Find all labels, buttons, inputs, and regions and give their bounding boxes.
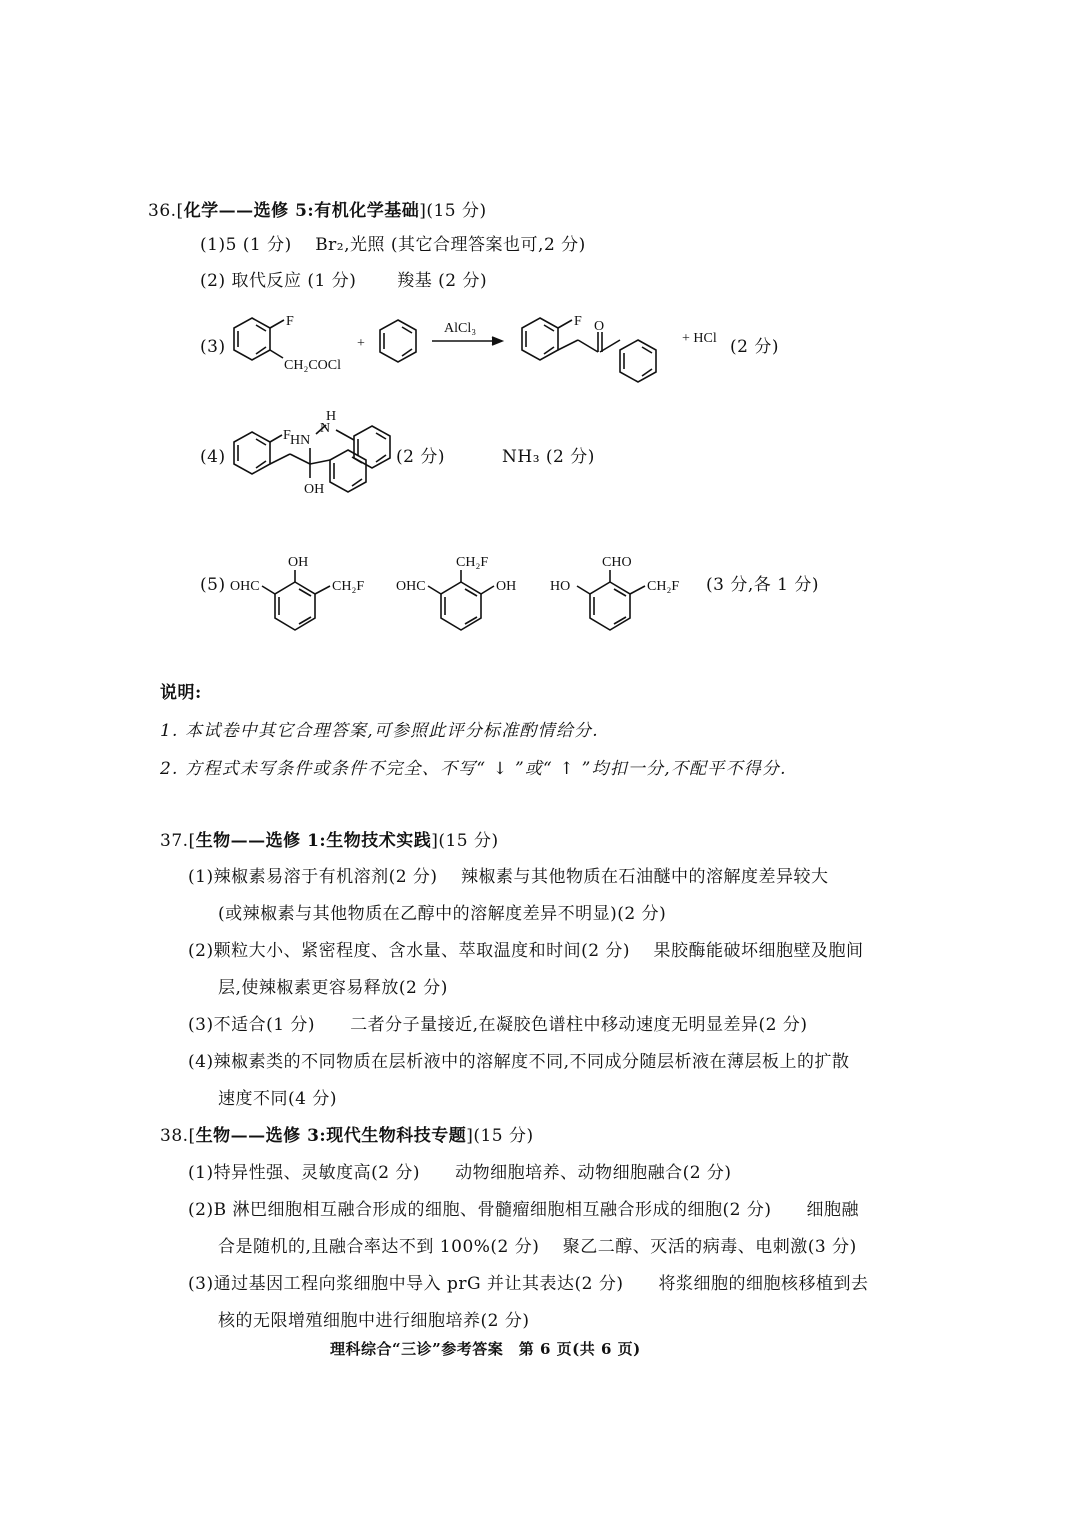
q36-header-bracket-open: [: [176, 201, 184, 221]
q37-header-bracket-close: ]: [431, 831, 439, 851]
q36-answer-4-score: (2 分): [396, 447, 445, 467]
q38-header-bracket-open: [: [188, 1126, 196, 1146]
q36-answer-2: (2) 取代反应 (1 分) 羧基 (2 分): [200, 271, 488, 291]
reaction-hcl-label: + HCl: [682, 331, 717, 346]
q36-isomers: [0, 0, 1080, 700]
q37-answer-4: (4)辣椒素类的不同物质在层析液中的溶解度不同,不同成分随层析液在薄层板上的扩散: [188, 1052, 850, 1072]
notes-item-2: 2. 方程式未写条件或条件不完全、不写“ ↓ ”或“ ↑ ”均扣一分,不配平不得分.: [160, 759, 787, 779]
q37-answer-1: (1)辣椒素易溶于有机溶剂(2 分) 辣椒素与其他物质在石油醚中的溶解度差异较大: [188, 867, 829, 887]
isomer-b-left-label: OHC: [396, 579, 426, 594]
isomer-b-top-label: CH₂F: [456, 555, 489, 570]
q37-header-score: (15 分): [438, 831, 499, 851]
q36-header-title: 化学——选修 5:有机化学基础: [183, 201, 420, 221]
hydrazine-h-label: H: [326, 409, 337, 424]
q36-header-score: (15 分): [426, 201, 487, 221]
q38-answer-3-cont: 核的无限增殖细胞中进行细胞培养(2 分): [218, 1311, 530, 1331]
q37-header-title: 生物——选修 1:生物技术实践: [195, 831, 432, 851]
page-footer: 理科综合“三诊”参考答案 第 6 页(共 6 页): [330, 1340, 641, 1358]
reactant1-f-label: F: [286, 314, 294, 329]
isomer-a-top-label: OH: [288, 555, 309, 570]
q36-answer-4-label: (4): [200, 447, 226, 467]
notes-item-1: 1. 本试卷中其它合理答案,可参照此评分标准酌情给分.: [160, 721, 599, 741]
q38-answer-1: (1)特异性强、灵敏度高(2 分) 动物细胞培养、动物细胞融合(2 分): [188, 1163, 732, 1183]
q38-header-bracket-close: ]: [466, 1126, 474, 1146]
reactant1-substituent-label: CH₂COCl: [284, 358, 342, 373]
q36-answer-3-label: (3): [200, 337, 226, 357]
isomer-b-right-label: OH: [496, 579, 517, 594]
notes-title: 说明:: [160, 683, 202, 703]
isomer-a: [230, 555, 364, 630]
isomer-c: [550, 555, 679, 630]
q36-answer-4-nh3: NH₃ (2 分): [502, 447, 595, 467]
q37-header: [160, 830, 499, 852]
q36-header-bracket-close: ]: [419, 201, 427, 221]
isomer-c-top-label: CHO: [602, 555, 632, 570]
q37-answer-2: (2)颗粒大小、紧密程度、含水量、萃取温度和时间(2 分) 果胶酶能破坏细胞壁及胞间: [188, 941, 864, 961]
isomer-c-left-label: HO: [550, 579, 571, 594]
q38-answer-2: (2)B 淋巴细胞相互融合形成的细胞、骨髓瘤细胞相互融合形成的细胞(2 分) 细胞融: [188, 1200, 859, 1220]
q36-answer-5-score: (3 分,各 1 分): [706, 575, 820, 595]
q38-header: [160, 1125, 534, 1147]
reaction-plus-sign: +: [357, 336, 365, 351]
product-f-label: F: [574, 314, 582, 329]
q38-answer-3: (3)通过基因工程向浆细胞中导入 prG 并让其表达(2 分) 将浆细胞的细胞核移植到去: [188, 1274, 869, 1294]
isomer-b: [396, 555, 516, 630]
hydrazine-n-label: N: [320, 421, 331, 436]
q37-answer-4-cont: 速度不同(4 分): [218, 1089, 337, 1109]
q37-answer-1-cont: (或辣椒素与其他物质在乙醇中的溶解度差异不明显)(2 分): [218, 904, 667, 924]
reaction-reagent-label: AlCl₃: [444, 321, 477, 336]
q37-answer-3: (3)不适合(1 分) 二者分子量接近,在凝胶色谱柱中移动速度无明显差异(2 分): [188, 1015, 808, 1035]
isomer-a-right-label: CH₂F: [332, 579, 365, 594]
q38-header-title: 生物——选修 3:现代生物科技专题: [195, 1126, 467, 1146]
product-o-label: O: [594, 319, 605, 334]
hydrazine-f-label: F: [283, 428, 291, 443]
q36-answer-5-label: (5): [200, 575, 226, 595]
q38-header-score: (15 分): [473, 1126, 534, 1146]
hydrazine-hn-label: HN: [290, 433, 311, 448]
q37-answer-2-cont: 层,使辣椒素更容易释放(2 分): [218, 978, 448, 998]
q36-header-num: 36.: [148, 201, 177, 221]
isomer-c-right-label: CH₂F: [647, 579, 680, 594]
isomer-a-left-label: OHC: [230, 579, 260, 594]
q38-header-num: 38.: [160, 1126, 189, 1146]
q38-answer-2-cont: 合是随机的,且融合率达不到 100%(2 分) 聚乙二醇、灭活的病毒、电刺激(3 分): [218, 1237, 857, 1257]
hydrazine-oh-label: OH: [304, 482, 325, 497]
q36-answer-3-score: (2 分): [730, 337, 779, 357]
q36-answer-1: (1)5 (1 分) Br₂,光照 (其它合理答案也可,2 分): [200, 235, 586, 255]
q37-header-num: 37.: [160, 831, 189, 851]
q37-header-bracket-open: [: [188, 831, 196, 851]
